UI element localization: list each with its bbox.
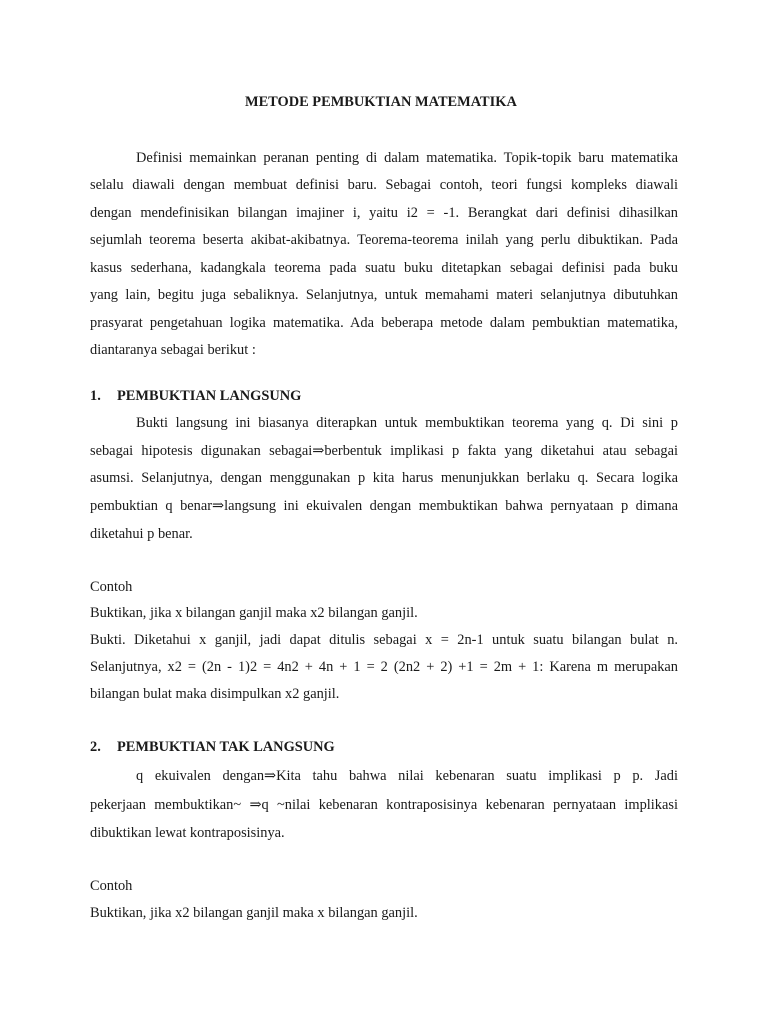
intro-line: Definisi memainkan peranan penting di dalam matematika. Topik-topik baru matematika <box>136 150 678 166</box>
section-body-line: pembuktian q benar⇒langsung ini ekuivalen dengan membuktikan bahwa pernyataan p dimana <box>90 498 678 514</box>
section-body-line: q ekuivalen dengan⇒Kita tahu bahwa nilai kebenaran suatu implikasi p p. Jadi <box>136 768 678 784</box>
example-line: Selanjutnya, x2 = (2n - 1)2 = 4n2 + 4n + 1 = 2 (2n2 + 2) +1 = 2m + 1: Karena m merupakan <box>90 659 678 675</box>
section-heading: PEMBUKTIAN TAK LANGSUNG <box>117 739 335 755</box>
section-number: 1. <box>90 388 101 404</box>
intro-line: prasyarat pengetahuan logika matematika. Ada beberapa metode dalam pembuktian matematika, <box>90 315 678 331</box>
intro-line: yang lain, begitu juga sebaliknya. Selanjutnya, untuk memahami materi selanjutnya dibutuhkan <box>90 287 678 303</box>
intro-line: diantaranya sebagai berikut : <box>90 342 256 358</box>
intro-line: selalu diawali dengan membuat definisi baru. Sebagai contoh, teori fungsi kompleks diawali <box>90 177 678 193</box>
section-body-line: diketahui p benar. <box>90 526 193 542</box>
section-body-line: Bukti langsung ini biasanya diterapkan untuk membuktikan teorema yang q. Di sini p <box>136 415 678 431</box>
example-line: Bukti. Diketahui x ganjil, jadi dapat ditulis sebagai x = 2n-1 untuk suatu bilangan bulat n. <box>90 632 678 648</box>
intro-line: sejumlah teorema beserta akibat-akibatnya. Teorema-teorema inilah yang perlu dibuktikan. Pada <box>90 232 678 248</box>
section-body-line: sebagai hipotesis digunakan sebagai⇒berbentuk implikasi p fakta yang diketahui atau sebagai <box>90 443 678 459</box>
section-body-line: asumsi. Selanjutnya, dengan menggunakan p kita harus menunjukkan berlaku q. Secara logika <box>90 470 678 486</box>
page-title: METODE PEMBUKTIAN MATEMATIKA <box>245 94 517 110</box>
example-line: Buktikan, jika x bilangan ganjil maka x2 bilangan ganjil. <box>90 605 418 621</box>
section-body-line: dibuktikan lewat kontraposisinya. <box>90 825 285 841</box>
example-label: Contoh <box>90 579 133 595</box>
intro-line: kasus sederhana, kadangkala teorema pada suatu buku ditetapkan sebagai definisi pada buku <box>90 260 678 276</box>
example-line: Buktikan, jika x2 bilangan ganjil maka x bilangan ganjil. <box>90 905 418 921</box>
intro-line: dengan mendefinisikan bilangan imajiner i, yaitu i2 = -1. Berangkat dari definisi dihasilkan <box>90 205 678 221</box>
section-heading: PEMBUKTIAN LANGSUNG <box>117 388 302 404</box>
example-line: bilangan bulat maka disimpulkan x2 ganjil. <box>90 686 340 702</box>
section-body-line: pekerjaan membuktikan~ ⇒q ~nilai kebenaran kontraposisinya kebenaran pernyataan implikasi <box>90 797 678 813</box>
section-number: 2. <box>90 739 101 755</box>
example-label: Contoh <box>90 878 133 894</box>
